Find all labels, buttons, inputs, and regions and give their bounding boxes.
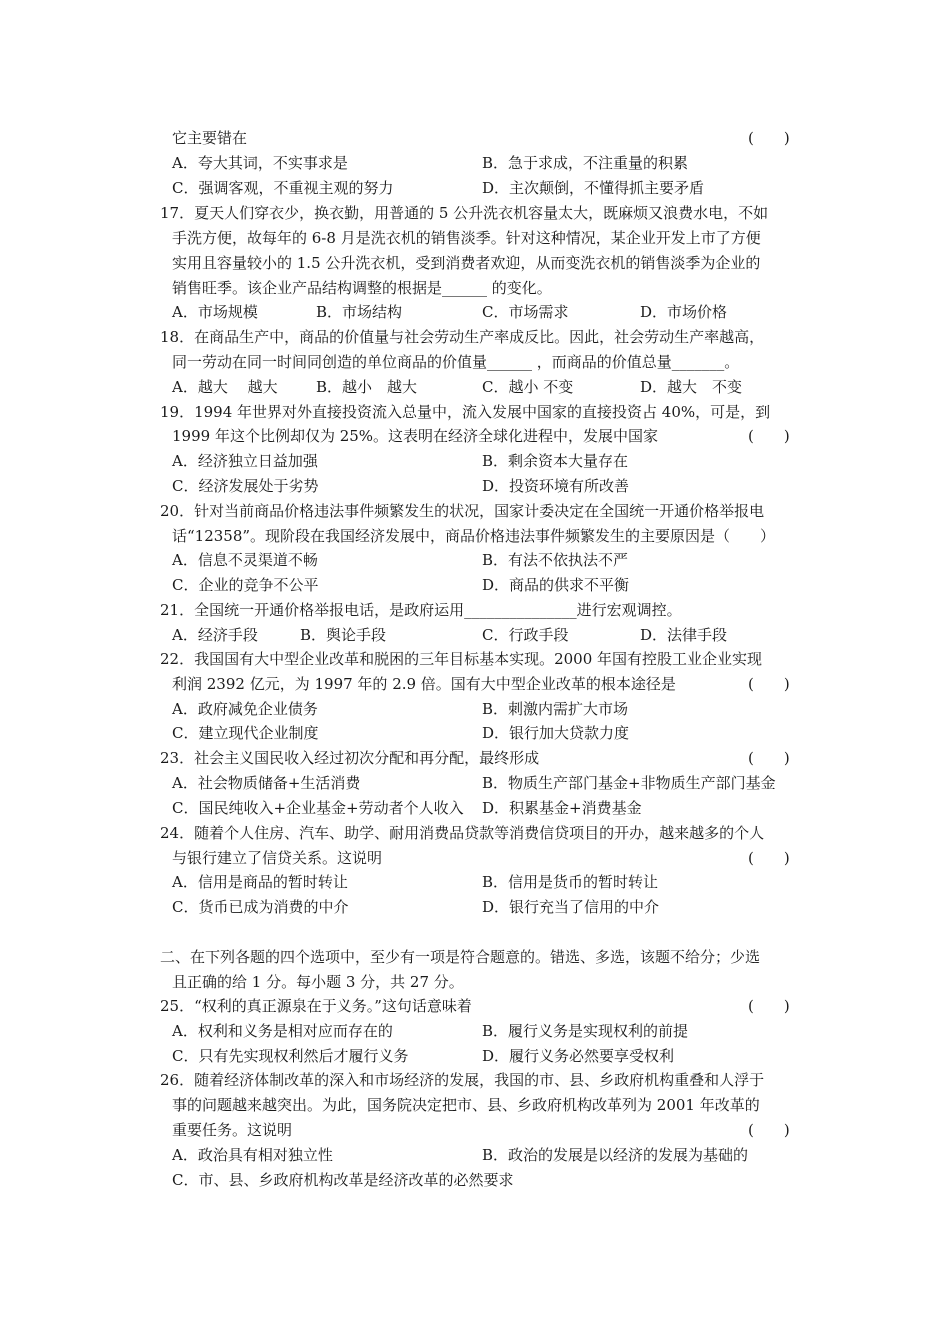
q17-option-a: A．市场规模: [172, 303, 258, 321]
q25-option-a: A．权利和义务是相对应而存在的: [172, 1022, 393, 1040]
q24-answer-bracket: ( ): [748, 849, 790, 867]
section-2-instructions-line-1: 二、在下列各题的四个选项中，至少有一项是符合题意的。错选、多选，该题不给分；少选: [160, 948, 761, 966]
q22-option-a: A．政府减免企业债务: [172, 700, 318, 718]
q21-option-b: B．舆论手段: [300, 626, 387, 644]
section-2-instructions-line-2: 且正确的给 1 分。每小题 3 分，共 27 分。: [172, 973, 464, 991]
q24-option-b: B．信用是货币的暂时转让: [482, 873, 659, 891]
q22-answer-bracket: ( ): [748, 675, 790, 693]
q23-option-a: A．社会物质储备+生活消费: [172, 774, 361, 792]
q23-option-d: D．积累基金+消费基金: [482, 799, 642, 817]
q26-stem-line-3: 重要任务。这说明: [172, 1121, 293, 1139]
q19-option-a: A．经济独立日益加强: [172, 452, 318, 470]
q24-option-d: D．银行充当了信用的中介: [482, 898, 660, 916]
q18-option-c: C．越小 不变: [482, 378, 574, 396]
q16-option-d: D．主次颠倒，不懂得抓主要矛盾: [482, 179, 705, 197]
q24-stem-line-1: 24．随着个人住房、汽车、助学、耐用消费品贷款等消费信贷项目的开办，越来越多的个人: [160, 824, 765, 842]
q24-stem-line-2: 与银行建立了信贷关系。这说明: [172, 849, 383, 867]
q16-stem-tail: 它主要错在: [172, 129, 248, 147]
q18-stem-line-1: 18．在商品生产中，商品的价值量与社会劳动生产率成反比。因此，社会劳动生产率越高，: [160, 328, 765, 346]
q16-option-b: B．急于求成，不注重量的积累: [482, 154, 689, 172]
q26-option-c: C．市、县、乡政府机构改革是经济改革的必然要求: [172, 1171, 514, 1189]
q17-option-b: B．市场结构: [316, 303, 403, 321]
q18-option-b: B．越小 越大: [316, 378, 418, 396]
q17-option-d: D．市场价格: [640, 303, 728, 321]
q26-option-b: B．政治的发展是以经济的发展为基础的: [482, 1146, 749, 1164]
q18-stem-line-2: 同一劳动在同一时间同创造的单位商品的价值量______ ，而商品的价值总量_______。: [172, 353, 740, 371]
q23-option-c: C．国民纯收入+企业基金+劳动者个人收入: [172, 799, 464, 817]
q25-option-b: B．履行义务是实现权利的前提: [482, 1022, 689, 1040]
q24-option-a: A．信用是商品的暂时转让: [172, 873, 348, 891]
q25-option-d: D．履行义务必然要享受权利: [482, 1047, 675, 1065]
q17-stem-line-1: 17．夏天人们穿衣少，换衣勤，用普通的 5 公升洗衣机容量太大，既麻烦又浪费水电，不如: [160, 204, 769, 222]
q19-option-d: D．投资环境有所改善: [482, 477, 630, 495]
q19-stem-line-2: 1999 年这个比例却仅为 25%。这表明在经济全球化进程中，发展中国家: [172, 427, 659, 445]
q21-option-a: A．经济手段: [172, 626, 258, 644]
q25-option-c: C．只有先实现权利然后才履行义务: [172, 1047, 409, 1065]
q17-stem-line-4: 销售旺季。该企业产品结构调整的根据是______ 的变化。: [172, 279, 552, 297]
q23-option-b: B．物质生产部门基金+非物质生产部门基金: [482, 774, 776, 792]
q22-option-c: C．建立现代企业制度: [172, 724, 319, 742]
q23-answer-bracket: ( ): [748, 749, 790, 767]
q24-option-c: C．货币已成为消费的中介: [172, 898, 349, 916]
q25-answer-bracket: ( ): [748, 997, 790, 1015]
q19-option-b: B．剩余资本大量存在: [482, 452, 629, 470]
q16-option-c: C．强调客观，不重视主观的努力: [172, 179, 394, 197]
q17-stem-line-2: 手洗方便，故每年的 6-8 月是洗衣机的销售淡季。针对这种情况，某企业开发上市了方便: [172, 229, 761, 247]
q22-option-d: D．银行加大贷款力度: [482, 724, 630, 742]
q18-option-a: A．越大 越大: [172, 378, 278, 396]
q16-answer-bracket: ( ): [748, 129, 790, 147]
q20-option-b: B．有法不依执法不严: [482, 551, 629, 569]
q26-stem-line-2: 事的问题越来越突出。为此，国务院决定把市、县、乡政府机构改革列为 2001 年改革的: [172, 1096, 760, 1114]
q19-answer-bracket: ( ): [748, 427, 790, 445]
q26-answer-bracket: ( ): [748, 1121, 790, 1139]
q23-stem: 23．社会主义国民收入经过初次分配和再分配，最终形成: [160, 749, 540, 767]
q16-option-a: A．夸大其词，不实事求是: [172, 154, 348, 172]
q26-option-a: A．政治具有相对独立性: [172, 1146, 333, 1164]
q21-option-d: D．法律手段: [640, 626, 728, 644]
q22-stem-line-1: 22．我国国有大中型企业改革和脱困的三年目标基本实现。2000 年国有控股工业企业实现: [160, 650, 763, 668]
q21-stem: 21．全国统一开通价格举报电话，是政府运用_______________进行宏观调控。: [160, 601, 682, 619]
q22-stem-line-2: 利润 2392 亿元，为 1997 年的 2.9 倍。国有大中型企业改革的根本途径是: [172, 675, 676, 693]
q21-option-c: C．行政手段: [482, 626, 569, 644]
q17-option-c: C．市场需求: [482, 303, 569, 321]
q20-stem-line-1: 20．针对当前商品价格违法事件频繁发生的状况，国家计委决定在全国统一开通价格举报电: [160, 502, 765, 520]
q20-option-d: D．商品的供求不平衡: [482, 576, 630, 594]
q19-stem-line-1: 19．1994 年世界对外直接投资流入总量中，流入发展中国家的直接投资占 40%，可是，到: [160, 403, 771, 421]
q20-stem-line-2: 话“12358”。现阶段在我国经济发展中，商品价格违法事件频繁发生的主要原因是（ ）: [172, 527, 776, 545]
q17-stem-line-3: 实用且容量较小的 1.5 公升洗衣机，受到消费者欢迎，从而变洗衣机的销售淡季为企业的: [172, 254, 761, 272]
q25-stem: 25．“权利的真正源泉在于义务。”这句话意味着: [160, 997, 472, 1015]
q20-option-a: A．信息不灵渠道不畅: [172, 551, 318, 569]
q20-option-c: C．企业的竞争不公平: [172, 576, 319, 594]
q18-option-d: D．越大 不变: [640, 378, 743, 396]
q26-stem-line-1: 26．随着经济体制改革的深入和市场经济的发展，我国的市、县、乡政府机构重叠和人浮于: [160, 1071, 765, 1089]
q19-option-c: C．经济发展处于劣势: [172, 477, 319, 495]
q22-option-b: B．刺激内需扩大市场: [482, 700, 629, 718]
